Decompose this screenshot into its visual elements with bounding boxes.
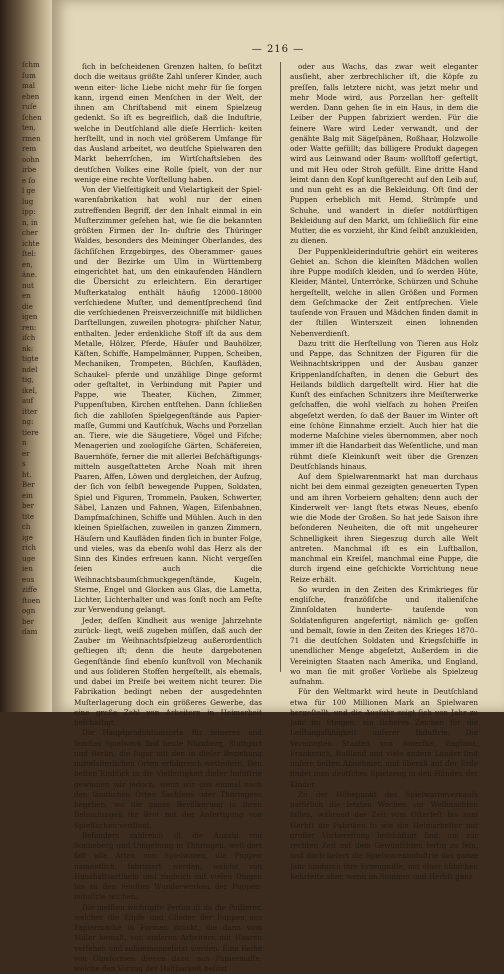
- spine-fragment: ipp:: [22, 207, 52, 218]
- spine-fragment: lug: [22, 197, 52, 208]
- spine-fragment: ren:: [22, 323, 52, 334]
- spine-fragment: igen: [22, 312, 52, 323]
- spine-fragment: tiere: [22, 428, 52, 439]
- spine-fragment: ſum: [22, 71, 52, 82]
- text-column-left: [74, 62, 262, 672]
- spine-fragment: rem: [22, 144, 52, 155]
- adjacent-page-fragments: [22, 60, 52, 660]
- paragraph: Die Hauptproduktionsorte für feineres und feinſtes Spielwerk ſind heute Nürnberg, Stuttgart und Berlin, die ſogar mit den in dieſer Beziehung mittelalterlichen Orten erfolgreich wetteifern. Den beſten Einblick in die Vielſeitigkeit dieſer Induſtrie gewinnen wir jedoch, wenn wir uns einmal nach den ländlichen Orten Sachſens oder Thüringens begeben, wo die ganze Bevölkerung in ihren Behauſungen ihr Brot mit der Anfertigung von Spielſachen verdient.: [74, 728, 262, 831]
- paragraph: Von der Vielſeitigkeit und Vielartigkeit der Spiel- warenfabrikation hat wohl nur der einen zutreffenden Begriff, der den Inhalt einmal in ein Muſterzimmer geſehen hat, wie ſie die bekannten größten Firmen der In- duſtrie des Thüringer Waldes, besonders des Meininger Oberlandes, des ſächſiſchen Erzgebirges, des Oberammer- gaues und der Bezirke um Ulm in Württemberg eingerichtet hat, um den einkaufenden Händlern die Übersicht zu erleichtern. Ein derartiger Muſterkatalog enthält häufig 12000–18000 verſchiedene Muſter, und dementſprechend ſind die verſchiedenen Preisverzeichniſſe mit bildlichen Darſtellungen, zuweilen photogra- phiſcher Natur, enthalten. Jeder erdenkliche Stoff iſt da aus dem Metalle, Hölzer, Pferde, Häuſer und Bauhölzer, Käſten, Schiffe, Hampelmänner, Puppen, Scheiben, Mechaniken, Trompeten, Büchſen, Kaufläden, Schaukel- pferde und unzählige Dinge geformt oder geſtaltet, in Verbindung mit Papier und Pappe, wie Theater, Küchen, Zimmer, Puppenſtuben, Kirchen entſtehen. Dann ſchließen ſich die zahlloſen Spielgegenſtände aus Papier- maſſe, Gummi und Kautſchuk, Wachs und Porzellan an. Tiere, wie die Säugetiere, Vögel und Fiſche; Menagerien und zoologiſche Gärten, Schäfereien, Bauernhöfe, ferner die mit allerlei Beſchäftigungs- mitteln ausgeſtatteten Arche Noah mit ihren Paaren, Affen, Löwen und dergleichen, der Aufzug, der ſich von ſelbſt bewegende Puppen, Soldaten, Spiel und Figuren, Trommeln, Pauken, Schwerter, Säbel, Lanzen und Fahnen, Wagen, Eiſenbahnen, Dampfmaſchinen, Schiffe und Mühlen. Auch in den kleinen Spielſachen, zuweilen in ganzen Zimmern, Häuſern und Kaufläden finden ſich in bunter Folge, und vieles, was da ebenſo wohl das Herz als der Sinn des Kindes erfreuen kann. Nicht vergeſſen ſeien auch die Weihnachtsbaumſchmuckgegenſtände, Kugeln, Sterne, Engel und Glocken aus Glas, die Lametta, Lichter, Lichterhalter und was ſonſt noch am Feſte zur Verwendung gelangt.: [74, 185, 262, 616]
- spine-fragment: ng:: [22, 417, 52, 428]
- spine-fragment: ndel: [22, 365, 52, 376]
- spine-fragment: irbe: [22, 165, 52, 176]
- spine-fragment: itter: [22, 407, 52, 418]
- spine-fragment: dam: [22, 627, 52, 638]
- spine-fragment: ruſe: [22, 102, 52, 113]
- spine-fragment: ſtel:: [22, 249, 52, 260]
- book-spine-edge: [0, 0, 52, 712]
- spine-fragment: oohn: [22, 155, 52, 166]
- paragraph: Der Puppenkleiderinduſtrie gehört ein weiteres Gebiet an. Schon die kleinſten Mädchen wollen ihre Puppe modiſch kleiden, und ſo werden Hüte, Kleider, Mäntel, Unterröcke, Schürzen und Schuhe hergeſtellt, welche in allen Größen und Formen dem Geſchmacke der Zeit entſprechen. Viele tauſende von Frauen und Mädchen finden damit in der ſtillen Winterszeit einen lohnenden Nebenverdienſt.: [290, 247, 478, 339]
- book-page: [52, 0, 504, 712]
- spine-fragment: ichte: [22, 239, 52, 250]
- spine-fragment: er: [22, 449, 52, 460]
- spine-fragment: ſchm: [22, 60, 52, 71]
- spine-fragment: Ber: [22, 480, 52, 491]
- spine-fragment: nut: [22, 281, 52, 292]
- spine-fragment: n, in: [22, 218, 52, 229]
- spine-fragment: n: [22, 438, 52, 449]
- paragraph: Dazu tritt die Herſtellung von Tieren aus Holz und Pappe, das Schnitzen der Figuren für die Weihnachtskrippen und der Ausbau ganzer Krippenlandſchaften, in denen die Geburt des Heilands bildlich dargeſtellt wird. Hier hat die Kunſt des einfachen Schnitzers ihre Meiſterwerke geſchaffen, die wohl vielfach zu hohen Preiſen abgeſetzt werden, ſo daß der Bauer im Winter oft eine ſchöne Einnahme erzielt. Auch hier hat die moderne Maſchine vieles übernommen, aber noch immer iſt die Handarbeit das Weſentliche, und man rühmt dieſe Kleinkunſt weit über die Grenzen Deutſchlands hinaus.: [290, 339, 478, 472]
- spine-fragment: ein: [22, 491, 52, 502]
- paragraph: oder aus Wachs, das zwar weit eleganter ausſieht, aber zerbrechlicher iſt, die Köpfe zu preſſen, falls letztere nicht, was jetzt mehr und mehr Mode wird, aus Porzellan her- geſtellt werden. Dann gehen ſie in ein Haus, in dem die Leiber der Puppen fabriziert werden. Für die feinere Ware wird Leder verwandt, und der genähte Balg mit Sägeſpänen, Roßhaar, Holzwolle oder Watte gefüllt; das billigere Produkt dagegen wird aus Leinwand oder Baum- wollſtoff gefertigt, und mit Heu oder Stroh gefüllt. Eine dritte Hand leimt dann den Kopf kunſtgerecht auf den Leib auf, und nun geht es an die Bekleidung. Oft ſind der Puppen erheblich mit Hemd, Strümpfe und Schuhe, und wandert in dieſer notdürftigen Bekleidung auf den Markt, um ſchließlich für eine Mutter, die es vorzieht, ihr Kind ſelbſt anzukleiden, zu dienen.: [290, 62, 478, 247]
- spine-fragment: ſtoen: [22, 596, 52, 607]
- spine-fragment: en,: [22, 260, 52, 271]
- spine-fragment: iſch: [22, 333, 52, 344]
- page-number: — 216 —: [52, 44, 504, 55]
- spine-fragment: ber: [22, 617, 52, 628]
- spine-fragment: ige: [22, 533, 52, 544]
- text-column-right: [290, 62, 478, 672]
- spine-fragment: l ge: [22, 186, 52, 197]
- spine-fragment: ch: [22, 522, 52, 533]
- spine-fragment: tigte: [22, 354, 52, 365]
- paragraph: Für den Weltmarkt wird heute in Deutſchland etwa für 100 Millionen Mark an Spielwaren hergeſtellt, und die Ausfuhr zeigt ſich von Jahr zu Jahr im Steigen, ein ſicheres Zeichen für die Leiſtungsfähigkeit unſerer Induſtrie. Die Vereinigten Staaten von Amerika, England, Frankreich, Rußland und viele andere Länder ſind unſere beſten Abnehmer, und überall auf der Erde findet man deutſches Spielzeug in den Händen der Kinder.: [290, 687, 478, 790]
- spine-fragment: mal: [22, 81, 52, 92]
- paragraph: Beſonders zahlreich iſt die Anzahl von Sonneberg und Umgebung in Thüringen, weil dort faſt alle Arten von Spielwaren, die Puppen namentlich, fabriziert werden, welche von Haushaltsartikeln und zugleich mit vielen Dingen bis zu den feinſten Wunderwerken der Puppen- induſtrie reichen.: [74, 831, 262, 903]
- spine-fragment: en: [22, 291, 52, 302]
- spine-fragment: uge: [22, 554, 52, 565]
- spine-fragment: e ſo: [22, 176, 52, 187]
- spine-fragment: ikel,: [22, 386, 52, 397]
- paragraph: Jeder, deſſen Kindheit aus wenige Jahrzehnte zurück- liegt, weiß zugeben müſſen, daß auch der Zauber im Weihnachtsſpielzeug außerordentlich geſtiegen iſt; denn die heute dargebotenen Gegenſtände ſind ebenſo kunſtvoll von Mechanik und aus ſolideren Stoffen hergeſtellt, als ehemals, und dabei im Preiſe bei weitem nicht teurer. Die Fabrikation bedingt neben der ausgedehnten Muſterlagerung doch ein größeres Gewerbe, das eine große Zahl von Arbeitern in Heimarbeit beſchäftigt.: [74, 616, 262, 729]
- spine-fragment: cher: [22, 228, 52, 239]
- paragraph: Zu der Höhepunkt des Spielwarenverkaufs natürlich die letzten Wochen vor Weihnachten fallen, während der Zeit vom Oſterfeſt bis zum Herbſt die Fabriken ſo wie die Heimarbeiter mit großer Vorbereitung beſchäftigt ſind, um zur rechten Zeit mit dem Gewünſchten fertig zu ſein, und doch liefert die Spielwareninduſtrie das ganze Jahr hindurch ihre Erzeugniſſe, mit einer hübſchen Kehrſeite aber, wenn im Sommer und Herbſt ganz: [290, 790, 478, 882]
- paragraph: So wurden in den Zeiten des Krimkrieges für engliſche, franzöſiſche und italieniſche Zinnſoldaten hunderte- tauſende von Soldatenfiguren angefertigt, nämlich ge- goſſen und bemalt, ſowie in den Zeiten des Krieges 1870–71 die deutſchen Soldaten und Kriegsſchiffe in unendlicher Menge abgeſetzt, Außerdem in die Vereinigten Staaten nach Amerika, und England, wo man ſie mit großer Vorliebe als Spielzeug aufnahm.: [290, 585, 478, 688]
- spine-fragment: eben: [22, 92, 52, 103]
- spine-fragment: rich: [22, 543, 52, 554]
- spine-fragment: ien: [22, 564, 52, 575]
- spine-fragment: auf: [22, 396, 52, 407]
- spine-fragment: ſchen: [22, 113, 52, 124]
- spine-fragment: ten,: [22, 123, 52, 134]
- paragraph: Auf dem Spielwarenmarkt hat man durchaus nicht bei dem einmal gezeigten geneuerten Typen und am ihren Vorbeiern gehalten; denn auch der Kinderwelt ver- langt ſtets etwas Neues, ebenſo wie die Mode der Großen. So hat jede Saison ihre beſonderen Neuheiten, die oft mit ungeheurer Schnelligkeit ihren Siegeszug durch alle Welt antreten. Manchmal iſt es ein Luftballon, manchmal ein Kreiſel, manchmal eine Puppe, die durch irgend eine geſchickte Vorrichtung neue Reize erhält.: [290, 472, 478, 585]
- paragraph: ſich in beſcheidenen Grenzen halten, ſo beſitzt doch die weitaus größte Zahl unſerer Kinder, auch wenn eiter- liche Liebe nicht mehr für ſie ſorgen kann, irgend einen Menſchen in der Welt, der ihnen am Chriſtabend mit einem Spielzeug gedenkt. So iſt es begreiflich, daß die Induſtrie, welche in Deutſchland alle dieſe Herrlich- keiten herſtellt, und in noch viel größerem Umfange für das Ausland arbeitet, wo deutſche Spielwaren den Markt beherrſchen, im Wirtſchaftsleben des deutſchen Volkes eine Rolle ſpielt, von der nur wenige eine rechte Vorſtellung haben.: [74, 62, 262, 185]
- spine-fragment: ber: [22, 501, 52, 512]
- spine-fragment: eus: [22, 575, 52, 586]
- spine-fragment: tig,: [22, 375, 52, 386]
- spine-fragment: s: [22, 459, 52, 470]
- spine-fragment: nk:: [22, 344, 52, 355]
- spine-fragment: ziffe: [22, 585, 52, 596]
- spine-fragment: die: [22, 302, 52, 313]
- spine-fragment: ht.: [22, 470, 52, 481]
- spine-fragment: rmen: [22, 134, 52, 145]
- spine-fragment: tite: [22, 512, 52, 523]
- spine-fragment: äne.: [22, 270, 52, 281]
- paragraph: Die meiſten wichtigſte Perſon iſt da die Poſſierer, welcher die Köpfe und Glieder der Puppen aus Papiermaché in Formen drückt, die dann vom Maler bemalt, von anderen Arbeitern mit Haaren verſehen und zuſammengeſetzt werden. Eine Reihe von Gipsformen dienen dazu, aus Papiermaſſe, welche den Vorzug der Haltbarkeit beſitzt: [74, 903, 262, 974]
- spine-fragment: ogn: [22, 606, 52, 617]
- column-divider: [280, 62, 281, 672]
